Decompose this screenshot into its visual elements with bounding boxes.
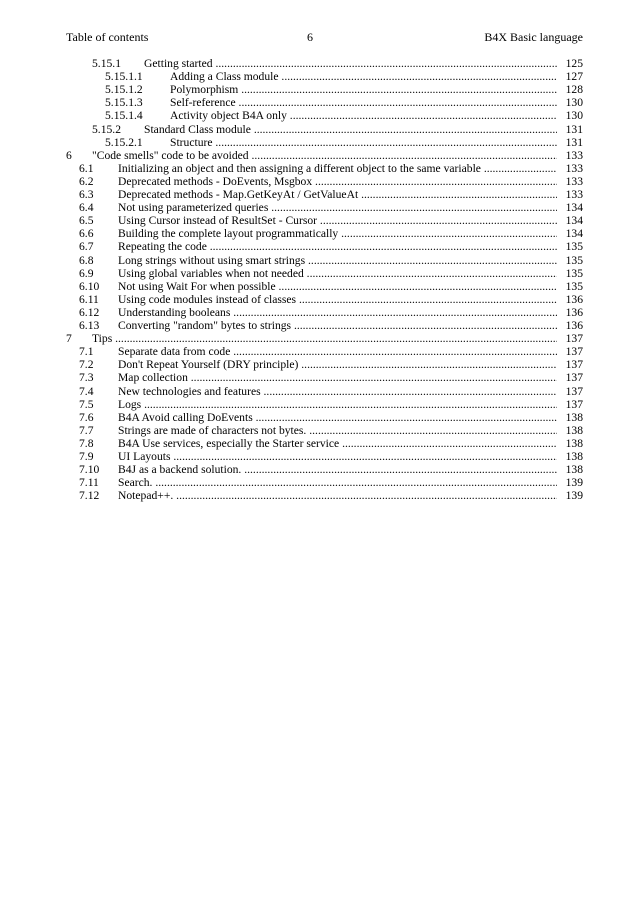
toc-entry-title[interactable]: Tips ..... (92, 332, 557, 346)
toc-entry-title[interactable]: Using Cursor instead of ResultSet - Cursor ..... (118, 214, 557, 228)
toc-entry-number: 5.15.2 (92, 122, 121, 136)
toc-entry[interactable] (105, 109, 583, 123)
toc-entry[interactable] (79, 175, 583, 189)
toc-entry-title[interactable]: Not using parameterized queries ..... (118, 201, 557, 215)
toc-entry-number: 6.13 (79, 319, 100, 332)
toc-entry[interactable] (79, 450, 583, 464)
toc-entry[interactable] (79, 424, 583, 438)
toc-entry-title[interactable]: Don't Repeat Yourself (DRY principle) ..... (118, 358, 557, 372)
toc-entry[interactable] (79, 293, 583, 307)
toc-entry-page[interactable]: 138 (559, 450, 583, 464)
toc-entry-page[interactable]: 138 (559, 437, 583, 451)
toc-entry[interactable] (105, 136, 583, 150)
toc-entry[interactable] (79, 358, 583, 372)
toc-entry-page[interactable]: 133 (559, 175, 583, 189)
toc-entry[interactable] (79, 385, 583, 399)
toc-entry-page[interactable]: 138 (559, 411, 583, 425)
toc-entry[interactable] (66, 149, 583, 163)
toc-entry[interactable] (79, 398, 583, 412)
toc-entry[interactable] (92, 123, 583, 137)
toc-entry-number: 5.15.1.2 (105, 83, 143, 97)
toc-entry[interactable] (79, 201, 583, 215)
toc-entry-number: 6.2 (79, 174, 94, 188)
toc-entry-number: 5.15.1.3 (105, 96, 143, 110)
toc-entry-page[interactable]: 135 (559, 267, 583, 281)
toc-entry-number: 7.4 (79, 384, 94, 398)
toc-entry-title[interactable]: "Code smells" code to be avoided ..... (92, 149, 557, 163)
toc-entry[interactable] (79, 214, 583, 228)
toc-entry-page[interactable]: 135 (559, 240, 583, 254)
toc-entry-title[interactable]: Not using Wait For when possible ..... (118, 280, 557, 294)
toc-entry-number: 7.1 (79, 345, 94, 359)
toc-entry-title[interactable]: Deprecated methods - Map.GetKeyAt / GetValueAt ..... (118, 188, 557, 202)
toc-entry[interactable] (66, 332, 583, 346)
toc-entry[interactable] (79, 489, 583, 503)
toc-entry-page[interactable]: 137 (559, 345, 583, 359)
toc-entry-page[interactable]: 134 (559, 201, 583, 215)
toc-entry-title[interactable]: B4A Use services, especially the Starter service ..... (118, 437, 557, 451)
toc-entry-number: 7.3 (79, 371, 94, 385)
toc-entry[interactable] (79, 411, 583, 425)
header-book-title: B4X Basic language (484, 30, 583, 44)
toc-entry-page[interactable]: 130 (559, 109, 583, 123)
toc-entry-page[interactable]: 137 (559, 332, 583, 346)
toc-entry-page[interactable]: 139 (559, 476, 583, 490)
toc-entry-title[interactable]: Self-reference ..... (170, 96, 557, 110)
toc-entry-page[interactable]: 130 (559, 96, 583, 110)
toc-entry[interactable] (79, 254, 583, 268)
toc-entry-number: 6.9 (79, 266, 94, 280)
toc-entry-number: 6.4 (79, 201, 94, 215)
toc-entry-number: 7.12 (79, 489, 100, 503)
toc-entry[interactable] (105, 70, 583, 84)
toc-entry[interactable] (79, 345, 583, 359)
toc-entry[interactable] (105, 83, 583, 97)
toc-entry-page[interactable]: 133 (559, 188, 583, 202)
toc-entry[interactable] (79, 240, 583, 254)
toc-entry-title[interactable]: Standard Class module ..... (144, 123, 557, 137)
toc-entry-number: 7.2 (79, 358, 94, 372)
toc-entry-number: 7.8 (79, 436, 94, 450)
toc-entry-title[interactable]: Search. ..... (118, 476, 557, 490)
toc-entry-number: 7.5 (79, 397, 94, 411)
toc-entry-page[interactable]: 138 (559, 424, 583, 438)
toc-entry[interactable] (79, 267, 583, 281)
toc-entry-title[interactable]: Strings are made of characters not bytes. ..... (118, 424, 557, 438)
toc-entry-title[interactable]: Adding a Class module ..... (170, 70, 557, 84)
toc-entry-page[interactable]: 137 (559, 385, 583, 399)
toc-entry-page[interactable]: 135 (559, 254, 583, 268)
toc-entry-page[interactable]: 138 (559, 463, 583, 477)
toc-entry-number: 6.11 (79, 292, 99, 306)
toc-entry-page[interactable]: 127 (559, 70, 583, 84)
toc-entry-number: 7.7 (79, 423, 94, 437)
toc-entry[interactable] (105, 96, 583, 110)
page-header (66, 30, 583, 46)
header-section-title: Table of contents (66, 30, 149, 44)
toc-entry-title[interactable]: Converting "random" bytes to strings ..... (118, 319, 557, 333)
toc-entry-number: 7.9 (79, 450, 94, 463)
toc-entry[interactable] (79, 437, 583, 451)
toc-entry-number: 7.11 (79, 476, 99, 490)
toc-entry[interactable] (79, 188, 583, 202)
toc-entry-title[interactable]: Using global variables when not needed ..... (118, 267, 557, 281)
toc-entry[interactable] (79, 476, 583, 490)
toc-entry-title[interactable]: Logs ..... (118, 398, 557, 412)
toc-entry-page[interactable]: 136 (559, 306, 583, 320)
toc-entry[interactable] (79, 280, 583, 294)
toc-entry-page[interactable]: 137 (559, 371, 583, 385)
toc-entry-title[interactable]: Structure ..... (170, 136, 557, 150)
toc-entry[interactable] (79, 306, 583, 320)
toc-entry[interactable] (79, 162, 583, 176)
toc-entry-title[interactable]: B4A Avoid calling DoEvents ..... (118, 411, 557, 425)
toc-entry-page[interactable]: 133 (559, 149, 583, 163)
header-page-number: 6 (307, 30, 313, 44)
toc-entry-title[interactable]: Building the complete layout programmatically ..... (118, 227, 557, 241)
toc-entry-number: 7.6 (79, 410, 94, 424)
toc-entry-page[interactable]: 139 (559, 489, 583, 503)
toc-entry[interactable] (79, 319, 583, 333)
toc-entry-title[interactable]: Polymorphism ..... (170, 83, 557, 97)
toc-entry-title[interactable]: Initializing an object and then assigning a different object to the same variable ..... (118, 162, 557, 176)
toc-entry-title[interactable]: Activity object B4A only ..... (170, 109, 557, 123)
toc-entry-number: 6.8 (79, 253, 94, 267)
toc-entry-number: 6.12 (79, 305, 100, 319)
toc-entry-title[interactable]: Getting started ..... (144, 57, 557, 71)
toc-entry-page[interactable]: 137 (559, 358, 583, 372)
toc-entry-title[interactable]: Repeating the code ..... (118, 240, 557, 254)
toc-entry-page[interactable]: 136 (559, 319, 583, 333)
toc-entry-page[interactable]: 133 (559, 162, 583, 176)
toc-entry-title[interactable]: Separate data from code ..... (118, 345, 557, 359)
toc-entry-number: 6.10 (79, 279, 100, 293)
toc-entry-number: 5.15.1.1 (105, 70, 143, 84)
toc-entry[interactable] (92, 57, 583, 71)
toc-entry-page[interactable]: 134 (559, 227, 583, 241)
toc-entry[interactable] (79, 371, 583, 385)
toc-entry-number: 5.15.2.1 (105, 135, 143, 149)
toc-entry-title[interactable]: Understanding booleans ..... (118, 306, 557, 320)
toc-entry-page[interactable]: 134 (559, 214, 583, 228)
toc-entry[interactable] (79, 227, 583, 241)
toc-entry-page[interactable]: 135 (559, 280, 583, 294)
toc-entry-title[interactable]: B4J as a backend solution. ..... (118, 463, 557, 477)
toc-entry-number: 6.7 (79, 240, 94, 254)
toc-entry-number: 6.6 (79, 227, 94, 241)
toc-entry-number: 5.15.1 (92, 57, 121, 70)
toc-entry[interactable] (79, 463, 583, 477)
toc-entry-page[interactable]: 125 (559, 57, 583, 71)
toc-entry-number: 6.5 (79, 214, 94, 228)
toc-entry-title[interactable]: Notepad++. ..... (118, 489, 557, 503)
toc-entry-page[interactable]: 136 (559, 293, 583, 307)
toc-entry-number: 6.1 (79, 161, 94, 175)
toc-entry-number: 7.10 (79, 463, 100, 477)
toc-entry-page[interactable]: 131 (559, 136, 583, 150)
toc-entry-page[interactable]: 137 (559, 398, 583, 412)
toc-entry-title[interactable]: Map collection ..... (118, 371, 557, 385)
toc-entry-title[interactable]: UI Layouts ..... (118, 450, 557, 464)
toc-entry-number: 6 (66, 148, 72, 162)
toc-entry-title[interactable]: Long strings without using smart strings ..... (118, 254, 557, 268)
toc-entry-page[interactable]: 128 (559, 83, 583, 97)
toc-entry-title[interactable]: Deprecated methods - DoEvents, Msgbox ..... (118, 175, 557, 189)
toc-entry-number: 6.3 (79, 188, 94, 201)
toc-entry-number: 5.15.1.4 (105, 109, 143, 123)
toc-entry-title[interactable]: New technologies and features ..... (118, 385, 557, 399)
toc-entry-number: 7 (66, 332, 72, 346)
toc-entry-title[interactable]: Using code modules instead of classes ..... (118, 293, 557, 307)
toc-entry-page[interactable]: 131 (559, 123, 583, 137)
